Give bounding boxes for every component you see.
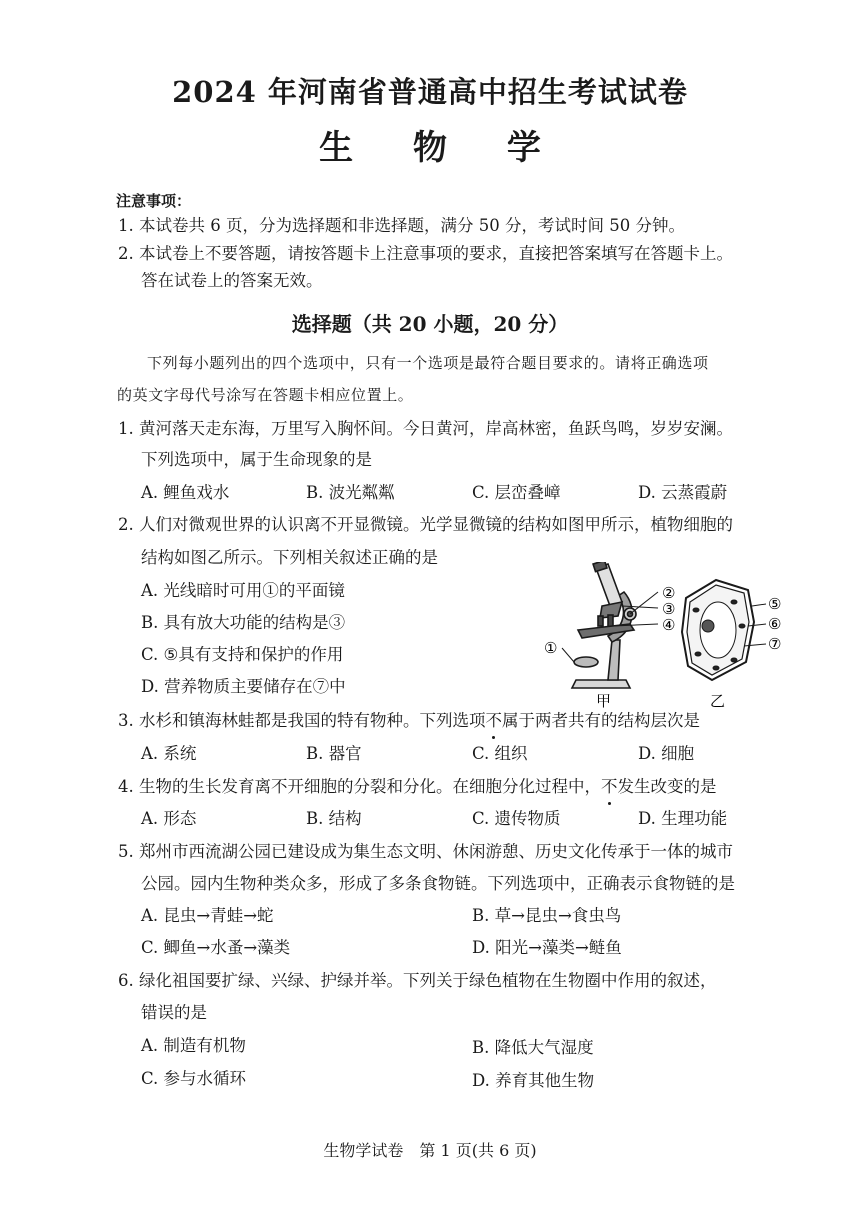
question-5-option-a: A. 昆虫→青蛙→蛇 [141, 906, 274, 925]
subject-title: 生 物 学 [319, 128, 565, 168]
note-item-2-line-1: 2. 本试卷上不要答题，请按答题卡上注意事项的要求，直接把答案填写在答题卡上。 [118, 244, 733, 263]
plant-cell-drawing [682, 580, 754, 680]
cell-label-6: ⑥ [768, 615, 782, 633]
question-2-option-b: B. 具有放大功能的结构是③ [141, 613, 346, 632]
microscope-label-4: ④ [662, 616, 676, 634]
exam-title: 2024 年河南省普通高中招生考试试卷 [172, 75, 688, 109]
question-6-option-c: C. 参与水循环 [141, 1069, 247, 1088]
question-4-option-a: A. 形态 [141, 809, 197, 828]
section-title: 选择题（共 20 小题，20 分） [291, 312, 569, 336]
question-4-option-d: D. 生理功能 [638, 809, 728, 828]
question-1-option-c: C. 层峦叠嶂 [472, 483, 561, 502]
question-3-emphasis: 不 [485, 711, 502, 730]
cell-label-5: ⑤ [768, 595, 782, 613]
notes-heading: 注意事项： [116, 192, 192, 210]
figure-label-jia: 甲 [596, 692, 612, 710]
question-4-option-c: C. 遗传物质 [472, 809, 561, 828]
question-2-option-c: C. ⑤具有支持和保护的作用 [141, 645, 344, 664]
section-instruction-line-1: 下列每小题列出的四个选项中，只有一个选项是最符合题目要求的。请将正确选项 [147, 354, 709, 372]
question-5-option-d: D. 阳光→藻类→鲢鱼 [472, 938, 622, 957]
question-5-stem-line-2: 公园。园内生物种类众多，形成了多条食物链。下列选项中，正确表示食物链的是 [141, 874, 735, 893]
microscope-label-3: ③ [662, 600, 676, 618]
question-2-option-d: D. 营养物质主要储存在⑦中 [141, 677, 346, 696]
question-2-stem-line-1: 2. 人们对微观世界的认识离不开显微镜。光学显微镜的结构如图甲所示，植物细胞的 [118, 515, 733, 534]
question-1-stem-line-2: 下列选项中，属于生命现象的是 [141, 450, 372, 469]
section-instruction-line-2: 的英文字母代号涂写在答题卡相应位置上。 [117, 386, 414, 404]
question-6-stem-line-2: 错误的是 [141, 1003, 207, 1022]
question-3-option-b: B. 器官 [306, 744, 362, 763]
question-4-option-b: B. 结构 [306, 809, 362, 828]
question-4-emphasis: 不 [601, 777, 618, 796]
question-1-option-a: A. 鲤鱼戏水 [141, 483, 230, 502]
question-2-stem-line-2: 结构如图乙所示。下列相关叙述正确的是 [141, 548, 438, 567]
cell-label-7: ⑦ [768, 635, 782, 653]
question-3-stem-post: 属于两者共有的结构层次是 [502, 711, 700, 730]
question-1-option-b: B. 波光粼粼 [306, 483, 395, 502]
note-item-2-line-2: 答在试卷上的答案无效。 [141, 271, 323, 290]
question-4-stem [118, 776, 717, 798]
page-footer: 生物学试卷 第 1 页(共 6 页) [323, 1141, 537, 1160]
question-3-stem-pre: 3. 水杉和镇海林蛙都是我国的特有物种。下列选项 [118, 711, 486, 730]
question-5-option-c: C. 鲫鱼→水蚤→藻类 [141, 938, 291, 957]
question-4-stem-pre: 4. 生物的生长发育离不开细胞的分裂和分化。在细胞分化过程中， [118, 777, 601, 796]
question-6-stem-line-1: 6. 绿化祖国要扩绿、兴绿、护绿并举。下列关于绿色植物在生物圈中作用的叙述， [118, 971, 717, 990]
question-3-option-a: A. 系统 [141, 744, 197, 763]
question-1-stem-line-1: 1. 黄河落天走东海，万里写入胸怀间。今日黄河，岸高林密，鱼跃鸟鸣，岁岁安澜。 [118, 419, 733, 438]
question-6-option-a: A. 制造有机物 [141, 1036, 246, 1055]
question-2-option-a: A. 光线暗时可用①的平面镜 [141, 581, 345, 600]
microscope-label-1: ① [544, 639, 558, 657]
question-2-figure [538, 562, 808, 712]
note-item-1: 1. 本试卷共 6 页，分为选择题和非选择题，满分 50 分，考试时间 50 分钟。 [118, 216, 685, 235]
question-1-option-d: D. 云蒸霞蔚 [638, 483, 728, 502]
question-6-option-b: B. 降低大气湿度 [472, 1038, 594, 1057]
question-5-option-b: B. 草→昆虫→食虫鸟 [472, 906, 622, 925]
figure-label-yi: 乙 [710, 692, 726, 710]
question-6-option-d: D. 养育其他生物 [472, 1071, 595, 1090]
question-3-option-d: D. 细胞 [638, 744, 695, 763]
microscope-label-2: ② [662, 584, 676, 602]
question-3-option-c: C. 组织 [472, 744, 528, 763]
question-4-stem-post: 发生改变的是 [617, 777, 717, 796]
question-5-stem-line-1: 5. 郑州市西流湖公园已建设成为集生态文明、休闲游憩、历史文化传承于一体的城市 [118, 842, 733, 861]
question-3-stem [118, 710, 700, 732]
